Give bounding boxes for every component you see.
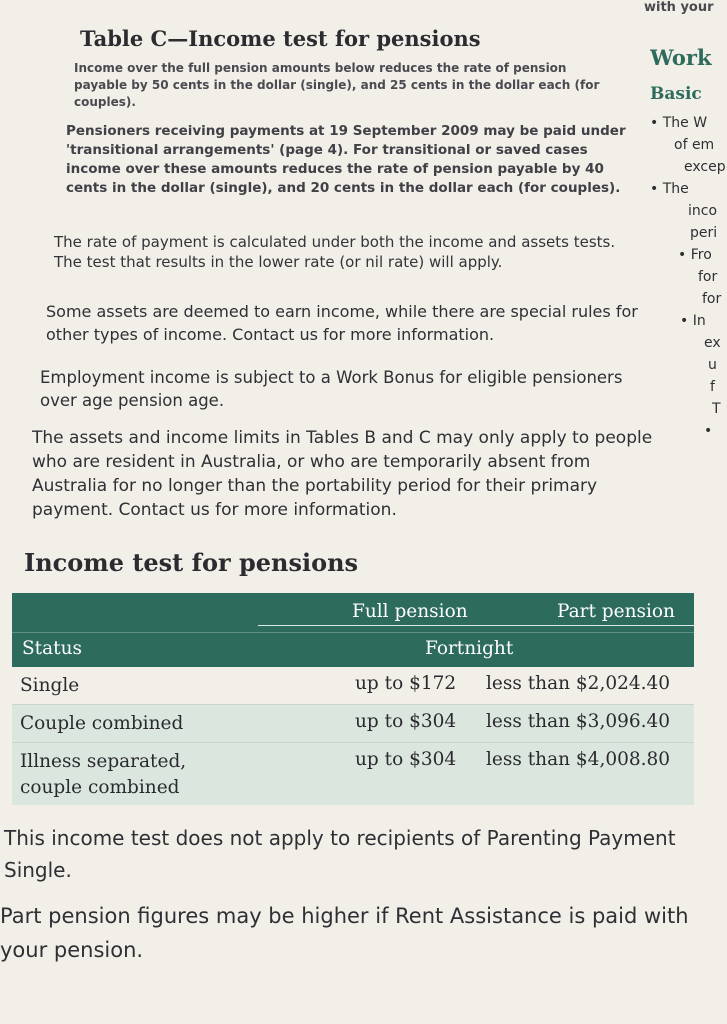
status-line: Illness separated, bbox=[20, 751, 187, 772]
status-cell: Single bbox=[20, 675, 80, 696]
side-line: f bbox=[710, 379, 715, 395]
header-rule bbox=[258, 625, 694, 626]
side-line: T bbox=[712, 401, 721, 417]
full-pension-cell: up to $172 bbox=[355, 673, 457, 694]
paragraph-transitional: Pensioners receiving payments at 19 September 2009 may be paid under 'transitional arrangements' (page 4). For transitional or saved cases income over these amounts reduces the rate of pension payable by 40 cents in the dollar (single), and 20 cents in the dollar each (for couples). bbox=[66, 123, 626, 196]
paragraph-residency: The assets and income limits in Tables B and C may only apply to people who are resident in Australia, or who are temporarily absent from Australia for no longer than the portability period for their primary payment. Contact us for more information. bbox=[32, 428, 653, 520]
paragraph-income-over: Income over the full pension amounts below reduces the rate of pension payable by 50 cents in the dollar (single), and 25 cents in the dollar each (for couples). bbox=[74, 61, 600, 109]
table-subheader-row bbox=[12, 632, 694, 667]
income-test-heading: Income test for pensions bbox=[24, 548, 359, 577]
side-line: • Fro bbox=[678, 247, 712, 263]
column-header-status: Status bbox=[22, 638, 82, 659]
side-heading: Work bbox=[650, 45, 712, 70]
column-header-part-pension: Part pension bbox=[557, 601, 675, 622]
adjacent-column bbox=[650, 45, 727, 442]
paragraph-rate-calculation: The rate of payment is calculated under both the income and assets tests. The test that results in the lower rate (or nil rate) will apply. bbox=[54, 233, 616, 271]
paragraph-work-bonus: Employment income is subject to a Work Bonus for eligible pensioners over age pension age. bbox=[40, 368, 623, 410]
full-pension-cell: up to $304 bbox=[355, 711, 457, 732]
side-line: • The W bbox=[650, 115, 708, 131]
side-subheading: Basic bbox=[650, 84, 702, 104]
status-cell: Couple combined bbox=[20, 713, 184, 734]
side-line: for bbox=[702, 291, 722, 307]
full-pension-cell: up to $304 bbox=[355, 749, 457, 770]
side-line: u bbox=[708, 357, 717, 373]
side-line: • In bbox=[680, 313, 706, 329]
column-header-fortnight: Fortnight bbox=[425, 638, 514, 659]
side-line: • The bbox=[650, 181, 689, 197]
table-row bbox=[12, 742, 694, 805]
table-header-row bbox=[12, 593, 694, 632]
table-row bbox=[12, 704, 694, 742]
table-row bbox=[12, 667, 694, 704]
running-text-top-right: with your bbox=[644, 0, 714, 15]
note-rent-assistance: Part pension figures may be higher if Rent Assistance is paid with your pension. bbox=[0, 904, 689, 962]
table-c-title: Table C—Income test for pensions bbox=[80, 26, 481, 51]
paragraph-deemed-assets: Some assets are deemed to earn income, while there are special rules for other types of income. Contact us for more information. bbox=[46, 302, 638, 344]
income-test-table bbox=[12, 593, 694, 805]
side-line: for bbox=[698, 269, 718, 285]
side-line: ex bbox=[704, 335, 721, 351]
side-line: excep bbox=[684, 159, 726, 175]
note-parenting-payment: This income test does not apply to recipients of Parenting Payment Single. bbox=[4, 826, 676, 882]
part-pension-cell: less than $2,024.40 bbox=[486, 673, 671, 694]
status-line: couple combined bbox=[20, 777, 180, 798]
status-cell bbox=[20, 749, 186, 801]
side-line: peri bbox=[690, 225, 718, 241]
side-line: • bbox=[704, 423, 713, 439]
side-line: inco bbox=[688, 203, 718, 219]
column-header-full-pension: Full pension bbox=[352, 601, 468, 622]
part-pension-cell: less than $4,008.80 bbox=[486, 749, 671, 770]
part-pension-cell: less than $3,096.40 bbox=[486, 711, 671, 732]
side-line: of em bbox=[674, 137, 715, 153]
